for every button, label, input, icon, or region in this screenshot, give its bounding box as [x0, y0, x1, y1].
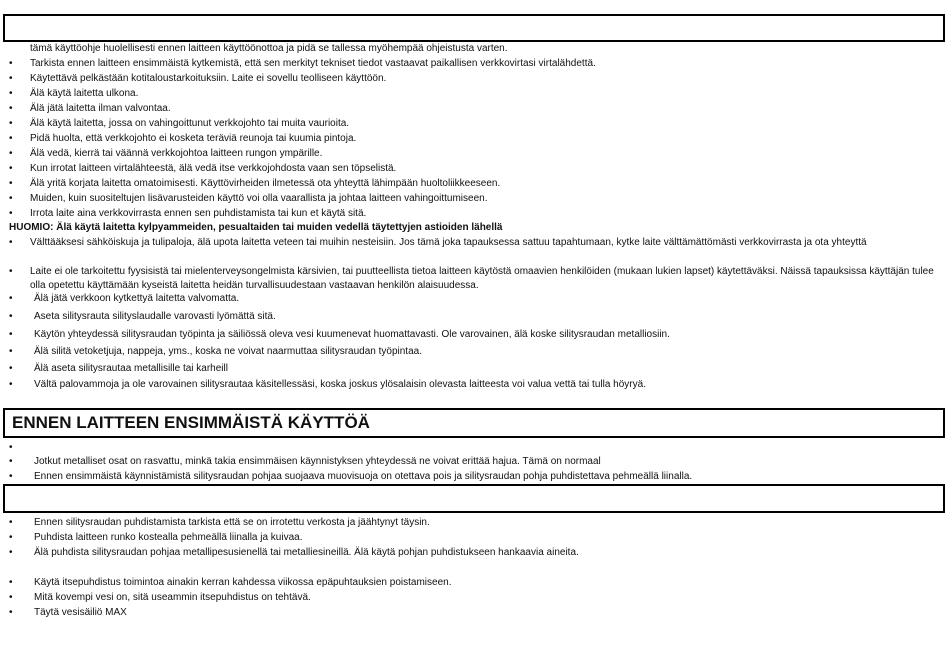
bullet: • — [9, 379, 13, 390]
cleaning-heading-box — [3, 484, 945, 513]
list-item: Puhdista laitteen runko kostealla pehmeällä liinalla ja kuivaa. — [34, 532, 303, 543]
bullet: • — [9, 592, 13, 603]
bullet: • — [9, 532, 13, 543]
list-item: Mitä kovempi vesi on, sitä useammin itsepuhdistus on tehtävä. — [34, 592, 311, 603]
bullet: • — [9, 266, 13, 277]
list-item: Älä silitä vetoketjuja, nappeja, yms., koska ne voivat naarmuttaa silitysraudan työpintaa. — [34, 346, 422, 357]
list-item: Älä käytä laitetta, jossa on vahingoittunut verkkojohto tai muita vaurioita. — [30, 118, 350, 129]
bullet: • — [9, 73, 13, 84]
bullet: • — [9, 577, 13, 588]
disability-item-line-2: olla opetettu käyttämään kyseistä laitetta heidän turvallisuudestaan vastaavan henkilön alaisuudessa. — [30, 280, 479, 291]
bullet: • — [9, 103, 13, 114]
list-item: Vältä palovammoja ja ole varovainen silitysrautaa käsitellessäsi, koska joskus ylösalaisin olevasta laitteesta voi valua vettä tai tulla höyryä. — [34, 379, 646, 390]
bullet: • — [9, 58, 13, 69]
list-item: Ennen silitysraudan puhdistamista tarkista että se on irrotettu verkosta ja jäähtynyt täysin. — [34, 517, 430, 528]
bullet: • — [9, 547, 13, 558]
disability-item-line-1: Laite ei ole tarkoitettu fyysisistä tai mielenterveysongelmista kärsivien, tai puutteellista tietoa laitteen käytöstä omaavien henkilöiden (mukaan lukien lapset) käytettäväksi. Näissä tapauksissa käyttäjän tulee — [30, 266, 934, 277]
bullet: • — [9, 208, 13, 219]
bullet: • — [9, 178, 13, 189]
bullet: • — [9, 456, 13, 467]
list-item: Älä käytä laitetta ulkona. — [30, 88, 139, 99]
bullet: • — [9, 118, 13, 129]
list-item: Tarkista ennen laitteen ensimmäistä kytkemistä, että sen merkityt tekniset tiedot vastaavat paikallisen verkkovirtasi virtalähdettä. — [30, 58, 596, 69]
list-item: Muiden, kuin suositeltujen lisävarusteiden käyttö voi olla vaarallista ja johtaa laitteen vahingoittumiseen. — [30, 193, 488, 204]
bullet: • — [9, 471, 13, 482]
list-item: Älä vedä, kierrä tai väännä verkkojohtoa laitteen rungon ympärille. — [30, 148, 323, 159]
bullet: • — [9, 237, 13, 248]
bullet: • — [9, 193, 13, 204]
bullet: • — [9, 133, 13, 144]
bullet: • — [9, 293, 13, 304]
bullet: • — [9, 442, 13, 453]
list-item: Käytettävä pelkästään kotitaloustarkoituksiin. Laite ei sovellu teolliseen käyttöön. — [30, 73, 387, 84]
list-item: Älä yritä korjata laitetta omatoimisesti. Käyttövirheiden ilmetessä ota yhteyttä lähimpään huoltoliikkeeseen. — [30, 178, 501, 189]
top-heading-box — [3, 14, 945, 42]
list-item: Käytä itsepuhdistus toimintoa ainakin kerran kahdessa viikossa epäpuhtauksien poistamiseen. — [34, 577, 452, 588]
list-item: Käytön yhteydessä silitysraudan työpinta ja säiliössä oleva vesi kuumenevat huomattavasti. Ole varovainen, älä koske silitysraudan metalliosiin. — [34, 329, 670, 340]
list-item: Täytä vesisäiliö MAX — [34, 607, 127, 618]
list-item: Ennen ensimmäistä käynnistämistä silitysraudan pohjaa suojaava muovisuoja on otettava pois ja silitysraudan pohja puhdistettava pehmeällä liinalla. — [34, 471, 693, 482]
bullet: • — [9, 346, 13, 357]
list-item: Kun irrotat laitteen virtalähteestä, älä vedä itse verkkojohdosta vaan sen töpselistä. — [30, 163, 397, 174]
list-item: Älä puhdista silitysraudan pohjaa metallipesusienellä tai metalliesineillä. Älä käytä pohjan puhdistukseen hankaavia aineita. — [34, 547, 579, 558]
intro-line: tämä käyttöohje huolellisesti ennen laitteen käyttöönottoa ja pidä se tallessa myöhempää ohjeistusta varten. — [30, 43, 508, 54]
list-item: Pidä huolta, että verkkojohto ei kosketa teräviä reunoja tai kuumia pintoja. — [30, 133, 357, 144]
warning-item: Välttääksesi sähköiskuja ja tulipaloja, älä upota laitetta veteen tai muihin nesteisiin. Jos tämä joka tapauksessa sattuu tapahtumaan, kytke laite välttämättömästi verkkovirrasta ja ota yhteyttä — [30, 237, 867, 248]
section-heading: ENNEN LAITTEEN ENSIMMÄISTÄ KÄYTTÖÄ — [3, 408, 945, 438]
list-item: Älä jätä laitetta ilman valvontaa. — [30, 103, 171, 114]
bullet: • — [9, 517, 13, 528]
list-item: Älä jätä verkkoon kytkettyä laitetta valvomatta. — [34, 293, 240, 304]
bullet: • — [9, 311, 13, 322]
list-item: Jotkut metalliset osat on rasvattu, minkä takia ensimmäisen käynnistyksen yhteydessä ne voivat erittää hajua. Tämä on normaal — [34, 456, 601, 467]
bullet: • — [9, 329, 13, 340]
bullet: • — [9, 163, 13, 174]
bullet: • — [9, 363, 13, 374]
list-item: Irrota laite aina verkkovirrasta ennen sen puhdistamista tai kun et käytä sitä. — [30, 208, 367, 219]
list-item: Älä aseta silitysrautaa metallisille tai karheill — [34, 363, 228, 374]
bullet: • — [9, 88, 13, 99]
warning-line: HUOMIO: Älä käytä laitetta kylpyammeiden, pesualtaiden tai muiden vedellä täytettyjen astioiden lähellä — [9, 222, 503, 233]
bullet: • — [9, 148, 13, 159]
list-item: Aseta silitysrauta silityslaudalle varovasti lyömättä sitä. — [34, 311, 276, 322]
bullet: • — [9, 607, 13, 618]
